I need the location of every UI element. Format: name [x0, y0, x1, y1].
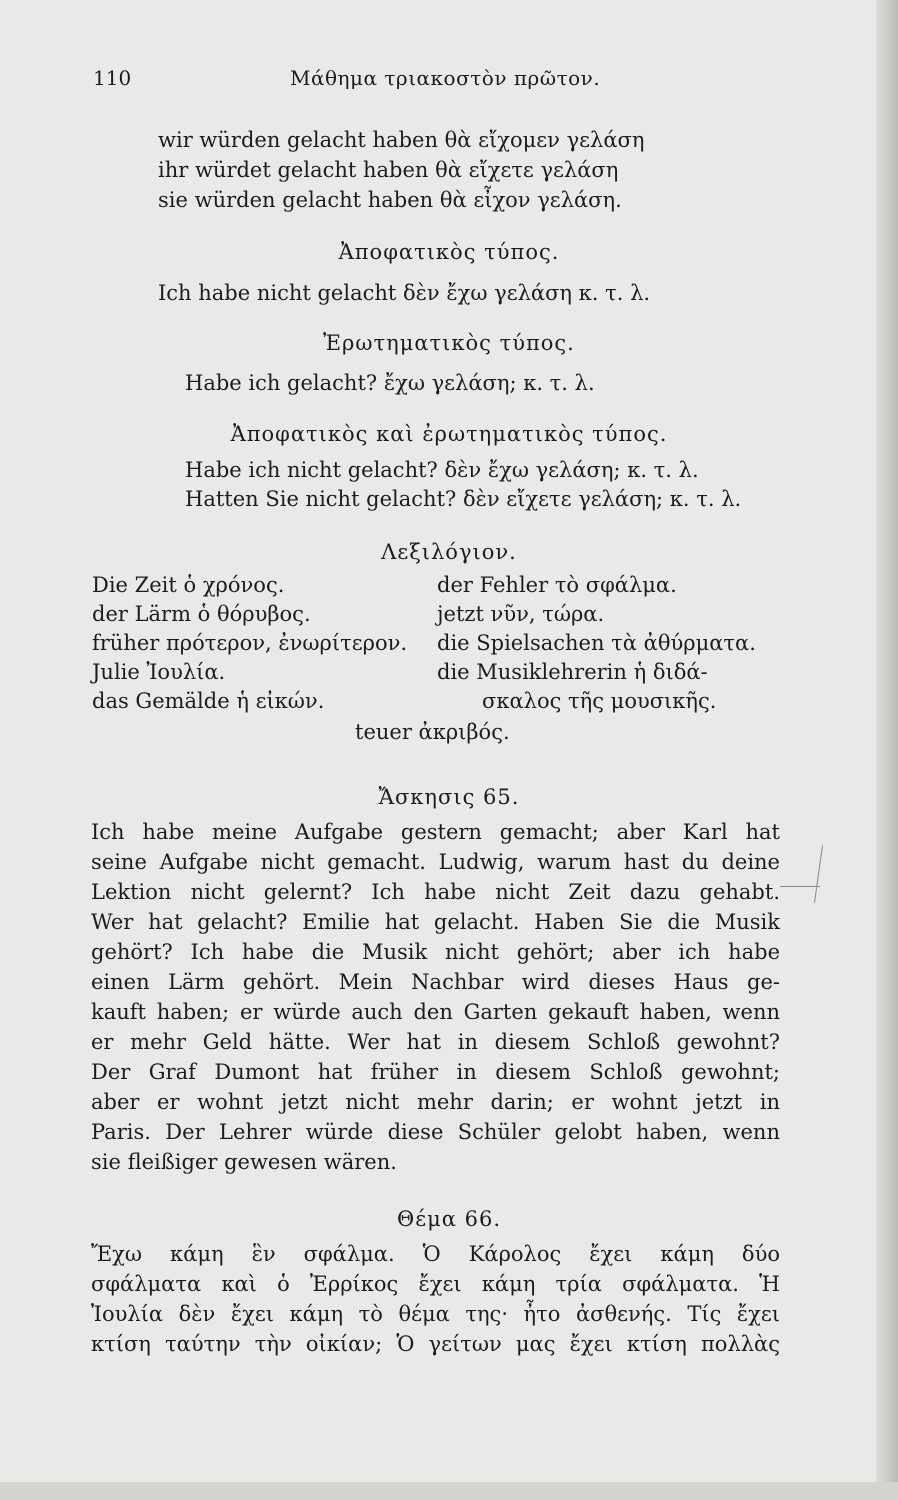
vocabulary-entry: jetzt νῦν, τώρα. — [437, 602, 605, 626]
exercise-heading: Ἄσκησις 65. — [378, 785, 520, 809]
exercise-line: sie fleißiger gewesen wären. — [91, 1150, 397, 1174]
vocabulary-entry: die Spielsachen τὰ ἀθύρματα. — [437, 631, 756, 655]
vocabulary-entry: früher πρότερον, ἐνωρίτερον. — [92, 631, 408, 655]
conjugation-line: sie würden gelacht haben θὰ εἶχον γελάση. — [158, 188, 622, 212]
page-number: 110 — [93, 66, 132, 90]
exercise-line: Wer hat gelacht? Emilie hat gelacht. Haben Sie die Musik — [91, 910, 780, 934]
pencil-mark — [814, 845, 823, 903]
exercise-line: einen Lärm gehört. Mein Nachbar wird dieses Haus ge- — [91, 970, 780, 994]
page-header — [0, 66, 898, 90]
pencil-mark — [780, 886, 820, 887]
exercise-line: Paris. Der Lehrer würde diese Schüler gelobt haben, wenn — [91, 1120, 780, 1144]
exercise-line: Lektion nicht gelernt? Ich habe nicht Zeit dazu gehabt. — [91, 880, 780, 904]
vocabulary-entry: der Fehler τὸ σφάλμα. — [437, 573, 677, 597]
vocabulary-entry: die Musiklehrerin ἡ διδά- — [437, 660, 708, 684]
exercise-line: gehört? Ich habe die Musik nicht gehört; aber ich habe — [91, 940, 780, 964]
negative-form-line: Ich habe nicht gelacht δὲν ἔχω γελάση κ. τ. λ. — [158, 281, 651, 305]
page-edge — [876, 0, 898, 1500]
exercise-line: er mehr Geld hätte. Wer hat in diesem Schloß gewohnt? — [91, 1030, 780, 1054]
vocabulary-entry: teuer ἀκριβός. — [355, 720, 510, 744]
negative-form-heading: Ἀποφατικὸς τύπος. — [338, 240, 560, 264]
conjugation-line: wir würden gelacht haben θὰ εἴχομεν γελάση — [158, 128, 645, 152]
exercise-line: Der Graf Dumont hat früher in diesem Schloß gewohnt; — [91, 1060, 780, 1084]
theme-line: Ἔχω κάμη ἓν σφάλμα. Ὁ Κάρολος ἔχει κάμη δύο — [91, 1242, 780, 1266]
vocabulary-entry: Julie Ἰουλία. — [92, 660, 226, 684]
interrogative-form-heading: Ἐρωτηματικὸς τύπος. — [323, 331, 575, 355]
vocabulary-entry: Die Zeit ὁ χρόνος. — [92, 573, 285, 597]
theme-line: κτίση ταύτην τὴν οἰκίαν; Ὁ γείτων μας ἔχει κτίση πολλὰς — [91, 1332, 780, 1356]
vocabulary-entry: das Gemälde ἡ εἰκών. — [92, 689, 325, 713]
interrogative-form-line: Habe ich gelacht? ἔχω γελάση; κ. τ. λ. — [185, 371, 595, 395]
theme-line: Ἰουλία δὲν ἔχει κάμη τὸ θέμα της· ἦτο ἀσθενής. Τίς ἔχει — [91, 1302, 780, 1326]
exercise-line: aber er wohnt jetzt nicht mehr darin; er wohnt jetzt in — [91, 1090, 780, 1114]
exercise-line: seine Aufgabe nicht gemacht. Ludwig, warum hast du deine — [91, 850, 780, 874]
vocabulary-entry: σκαλος τῆς μουσικῆς. — [482, 689, 717, 713]
theme-line: σφάλματα καὶ ὁ Ἐρρίκος ἔχει κάμη τρία σφάλματα. Ἡ — [91, 1272, 780, 1296]
exercise-line: kauft haben; er würde auch den Garten gekauft haben, wenn — [91, 1000, 780, 1024]
running-title: Μάθημα τριακοστὸν πρῶτον. — [290, 66, 601, 90]
vocabulary-entry: der Lärm ὁ θόρυβος. — [92, 602, 311, 626]
page-bottom-edge — [0, 1482, 898, 1500]
conjugation-line: ihr würdet gelacht haben θὰ εἴχετε γελάση — [158, 158, 619, 182]
negative-interrogative-line: Habe ich nicht gelacht? δὲν ἔχω γελάση; κ. τ. λ. — [185, 458, 699, 482]
vocabulary-heading: Λεξιλόγιον. — [381, 540, 517, 564]
negative-interrogative-line: Hatten Sie nicht gelacht? δὲν εἴχετε γελάση; κ. τ. λ. — [185, 487, 742, 511]
exercise-line: Ich habe meine Aufgabe gestern gemacht; aber Karl hat — [91, 820, 780, 844]
theme-heading: Θέμα 66. — [397, 1207, 501, 1231]
negative-interrogative-heading: Ἀποφατικὸς καὶ ἐρωτηματικὸς τύπος. — [230, 422, 668, 446]
